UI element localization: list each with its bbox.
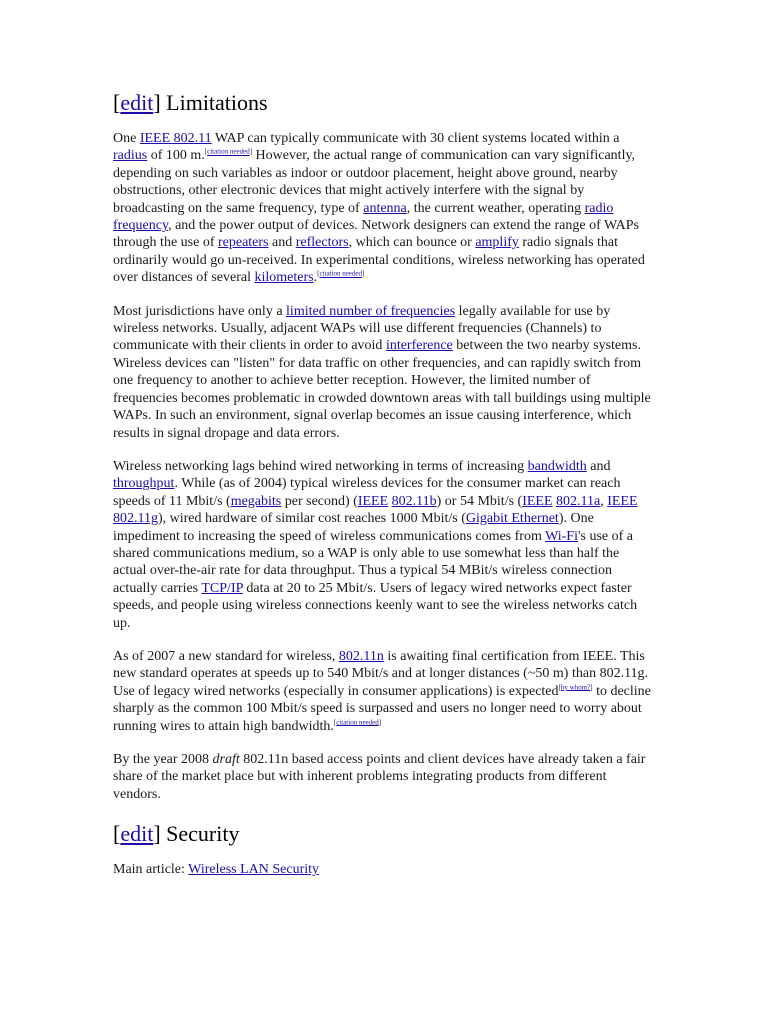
section-heading-limitations: [edit] Limitations [113, 90, 268, 115]
section-title-limitations: Limitations [166, 90, 268, 115]
text: legally available for use by wireless networks. Usually, adjacent WAPs will use different frequencies (Channels) to communicate with their clients in order to avoid [113, 303, 611, 354]
text: , the current weather, operating [406, 200, 585, 216]
link-throughput[interactable]: throughput [113, 476, 175, 492]
text: One [113, 131, 140, 146]
main-article-label: Main article: [113, 862, 189, 878]
link-repeaters[interactable]: repeaters [217, 235, 269, 251]
text: . [313, 270, 318, 286]
text: , and the power output of devices. Network designers can extend the range of WAPs through the use of [113, 218, 640, 251]
by-whom-note: [by whom?] [558, 683, 593, 692]
text: Most jurisdictions have only a [113, 303, 287, 319]
citation-needed: [citation needed] [317, 269, 365, 278]
citation-needed: [citation needed] [333, 717, 382, 726]
paragraph-2008 [113, 751, 653, 803]
text: to decline sharply as the common 100 Mbit/s speed is surpassed and users no longer need to worry about running wires to attain high bandwidth. [113, 683, 651, 734]
link-kilometers[interactable]: kilometers [254, 270, 314, 286]
link-megabits[interactable]: megabits [230, 493, 282, 509]
text: between the two nearby systems. Wireless devices can "listen" for data traffic on other frequencies, and can rapidly switch from one frequency to another to achieve better reception. However, the limited number of frequencies becomes problematic in crowded downtown areas with tall buildings using multiple WAPs. In such an environment, signal overlap becomes an issue causing interference, which results in signal dropage and data errors. [113, 338, 651, 441]
citation-needed-link[interactable]: citation needed [207, 147, 250, 156]
link-ieee[interactable]: IEEE [522, 493, 553, 509]
text: By the year 2008 [113, 752, 213, 767]
edit-link-security[interactable]: edit [120, 821, 154, 847]
paragraph-speed [113, 458, 653, 632]
link-antenna[interactable]: antenna [363, 200, 407, 216]
article-content [113, 88, 653, 878]
text: and [586, 458, 611, 474]
text: However, the actual range of communication can vary significantly, depending on such variables as indoor or outdoor placement, height above ground, nearby obstructions, other electronic devices that might actively interfere with the signal by broadcasting on the same frequency, type of [113, 148, 636, 216]
citation-needed: [citation needed] [204, 147, 253, 156]
link-limited-frequencies[interactable]: limited number of frequencies [286, 303, 456, 319]
link-radio-frequency[interactable]: radio frequency [113, 200, 614, 234]
text: WAP can typically communicate with 30 client systems located within a [211, 131, 620, 146]
text: and [268, 235, 296, 251]
link-802-11g[interactable]: 802.11g [113, 511, 158, 527]
link-interference[interactable]: interference [385, 338, 453, 354]
link-reflectors[interactable]: reflectors [295, 235, 349, 251]
link-802-11n[interactable]: 802.11n [338, 648, 384, 664]
link-wireless-lan-security[interactable]: Wireless LAN Security [188, 862, 320, 878]
link-radius[interactable]: radius [113, 148, 148, 164]
text: is awaiting final certification from IEEE. This new standard operates at speeds up to 540 Mbit/s and at longer distances (~50 m) than 802.11g. Use of legacy wired networks (especially in consumer applications) is expected [113, 648, 649, 699]
text-italic: draft [212, 752, 240, 767]
text: Wireless networking lags behind wired networking in terms of increasing [113, 458, 528, 474]
link-802-11b[interactable]: 802.11b [391, 493, 437, 509]
link-ieee[interactable]: IEEE [357, 493, 389, 509]
text: As of 2007 a new standard for wireless, [113, 648, 339, 664]
text: ), wired hardware of similar cost reaches 1000 Mbit/s ( [157, 511, 466, 527]
text: , [600, 493, 608, 509]
link-tcp-ip[interactable]: TCP/IP [201, 580, 243, 596]
text: ). One impediment to increasing the speed of wireless communications comes from [113, 511, 594, 544]
text: radio signals that ordinarily would go un-received. In experimental conditions, wireless networking has operated over distances of several [113, 235, 645, 286]
section-title-security: Security [166, 821, 240, 847]
text: . While (as of 2004) typical wireless devices for the consumer market can reach speeds of 11 Mbit/s ( [113, 476, 621, 509]
section-heading-security: [edit] Security [113, 821, 240, 847]
link-gigabit-ethernet[interactable]: Gigabit Ethernet [465, 511, 559, 527]
paragraph-range [113, 130, 653, 287]
text: 802.11n based access points and client devices have already taken a fair share of the market place but with inherent problems integrating products from different vendors. [113, 752, 646, 802]
text: of 100 m. [147, 148, 205, 164]
citation-needed-link[interactable]: citation needed [336, 717, 379, 726]
link-bandwidth[interactable]: bandwidth [527, 458, 587, 474]
text: , which can bounce or [348, 235, 476, 251]
link-ieee[interactable]: IEEE [607, 493, 638, 509]
paragraph-802-11n [113, 648, 653, 735]
text: per second) ( [281, 493, 358, 509]
edit-link-limitations[interactable]: edit [120, 90, 154, 115]
link-wi-fi[interactable]: Wi-Fi [545, 528, 578, 544]
paragraph-frequencies [113, 303, 653, 442]
citation-needed-link[interactable]: citation needed [319, 269, 363, 278]
link-ieee-802-11[interactable]: IEEE 802.11 [139, 131, 212, 146]
link-amplify[interactable]: amplify [475, 235, 519, 251]
text: data at 20 to 25 Mbit/s. Users of legacy wired networks expect faster speeds, and people using wireless connections keenly want to see the wireless networks catch up. [113, 580, 638, 631]
text: 's use of a shared communications medium, so a WAP is only able to use somewhat less than half the actual over-the-air rate for data throughput. Thus a typical 54 MBit/s wireless connection actually carries [113, 528, 633, 596]
by-whom-link[interactable]: by whom? [560, 683, 591, 692]
text: ) or 54 Mbit/s ( [436, 493, 523, 509]
main-article-note [113, 861, 653, 878]
link-802-11a[interactable]: 802.11a [556, 493, 601, 509]
